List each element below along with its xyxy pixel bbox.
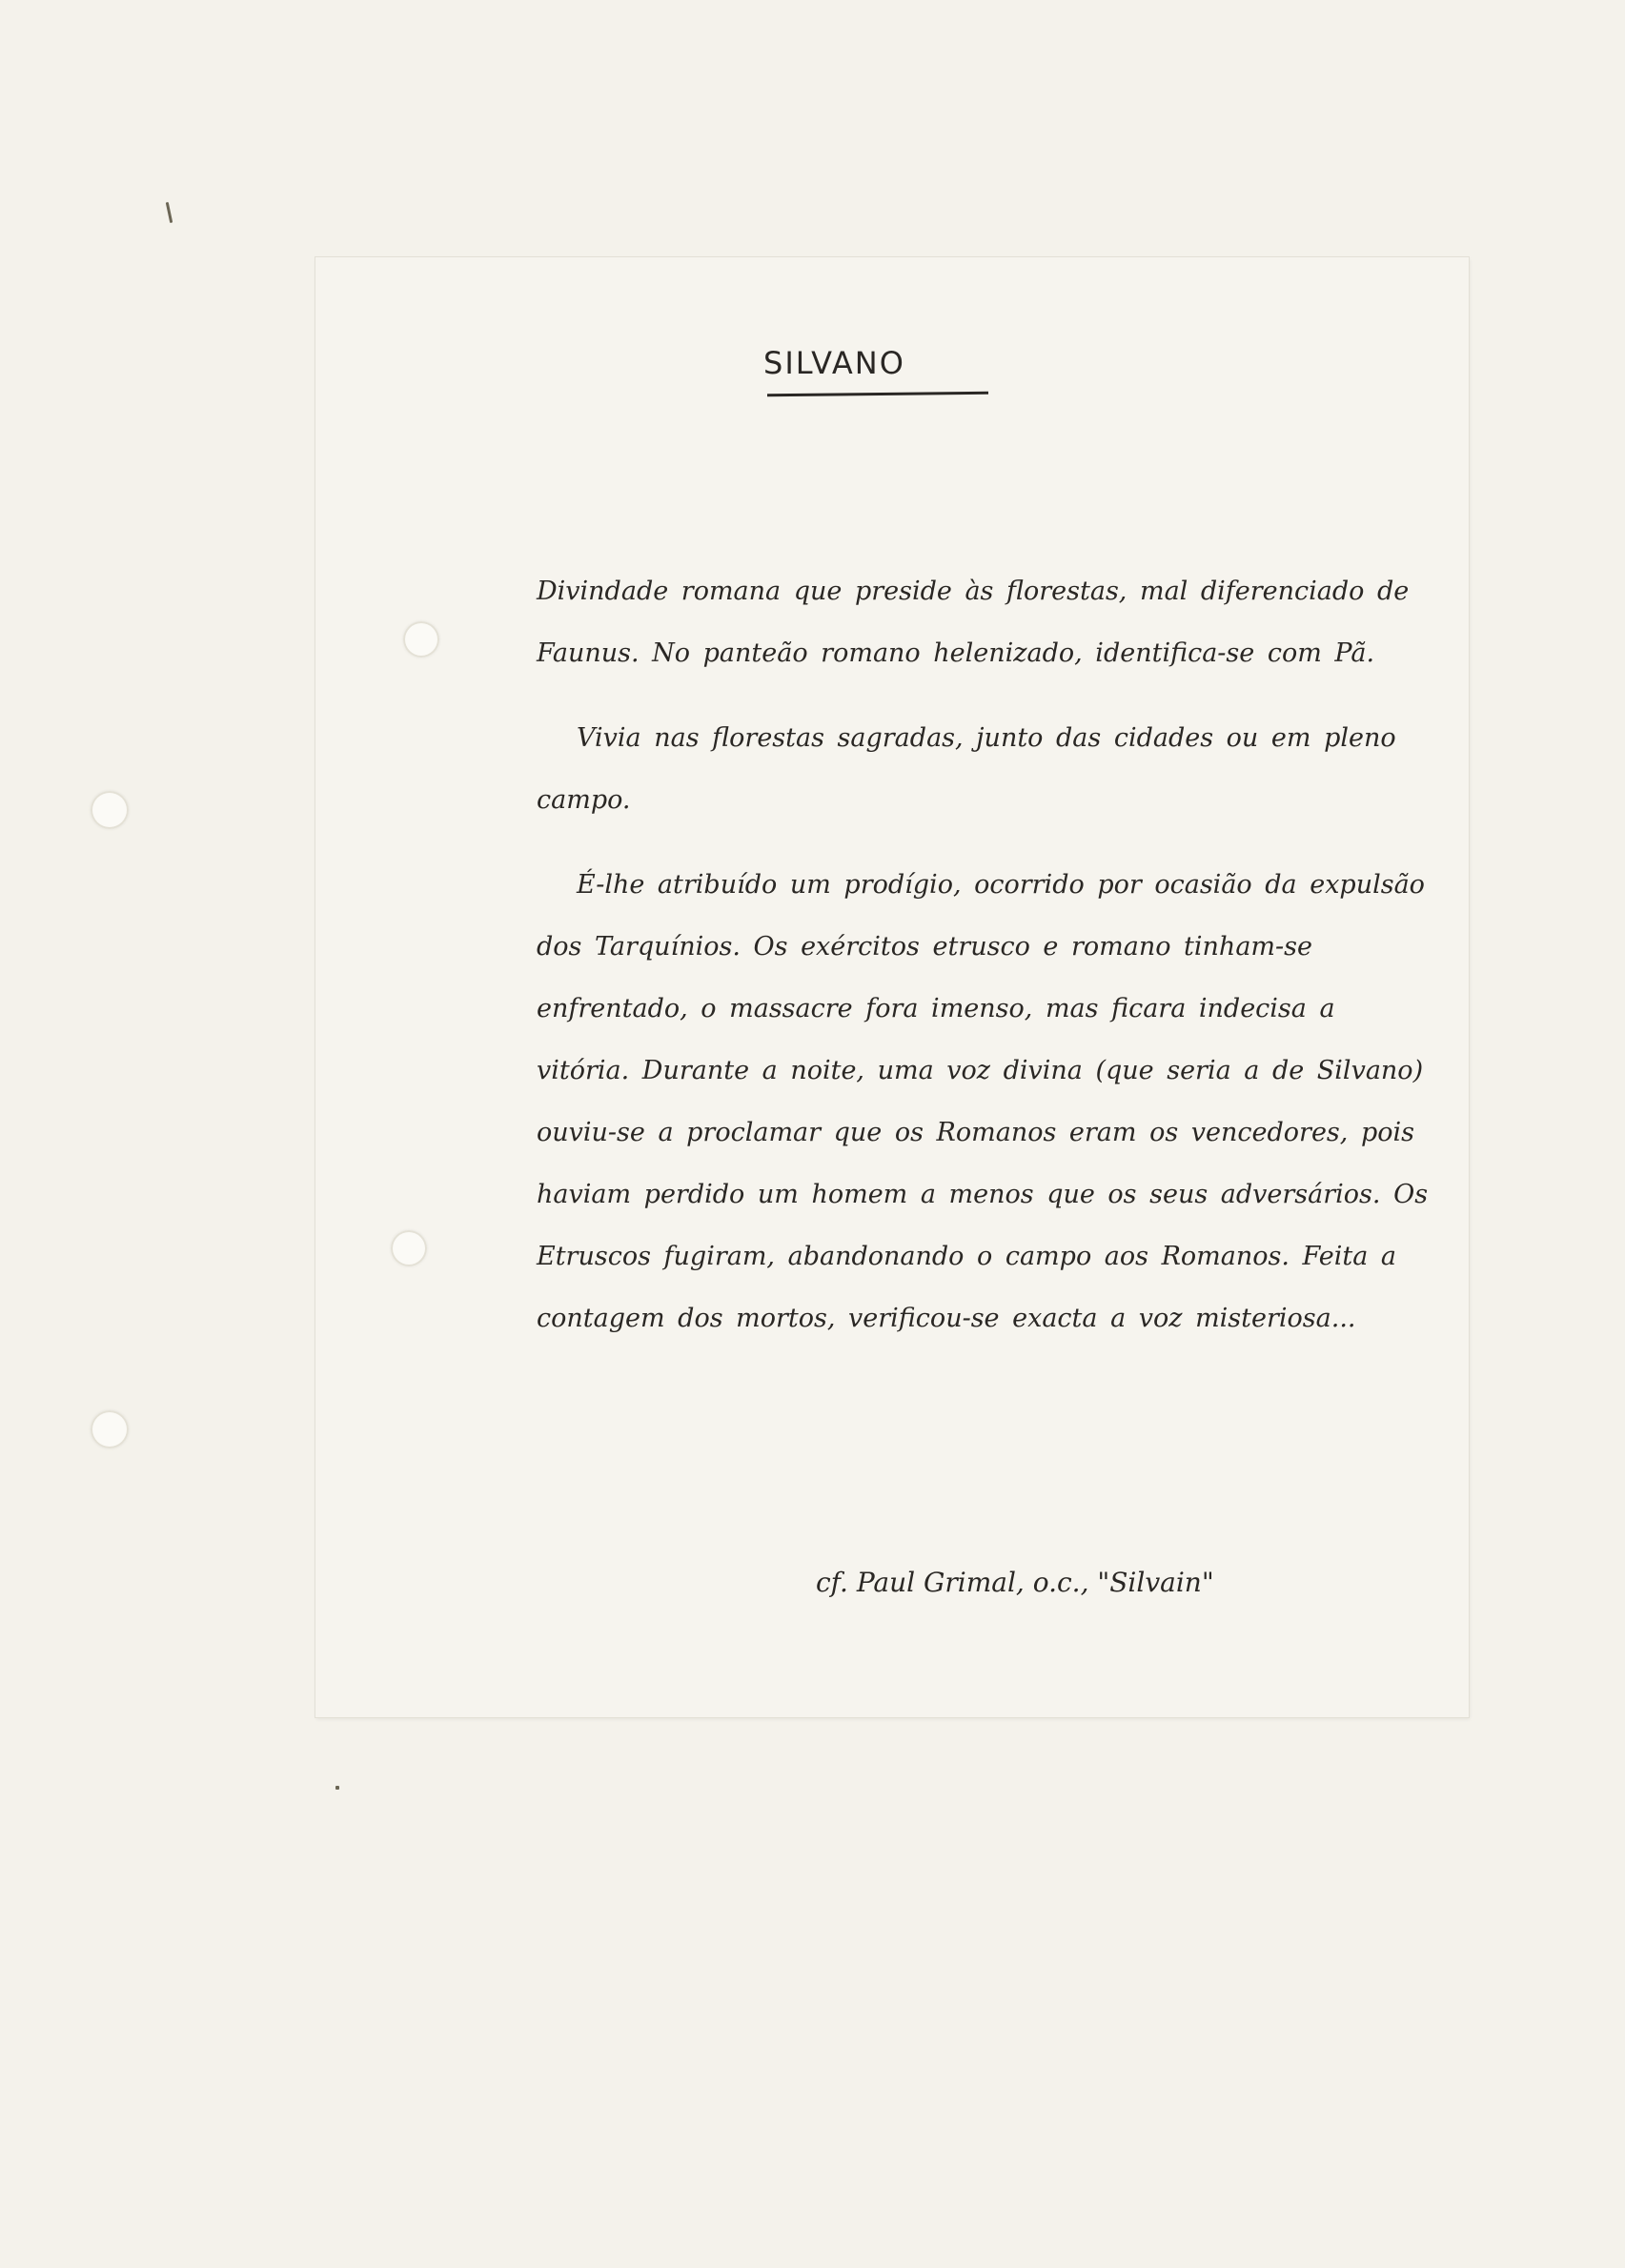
document-sheet bbox=[315, 257, 1469, 1717]
page-title: SILVANO bbox=[763, 345, 905, 381]
body-text bbox=[537, 560, 1432, 1372]
punch-hole bbox=[91, 1410, 129, 1448]
paragraph: Vivia nas florestas sagradas, junto das cidades ou em pleno campo. bbox=[537, 723, 1396, 815]
paper-mark bbox=[166, 202, 173, 223]
source-reference: cf. Paul Grimal, o.c., "Silvain" bbox=[816, 1567, 1214, 1598]
punch-hole bbox=[391, 1230, 427, 1266]
paragraph: Divindade romana que preside às florestas, mal diferenciado de Faunus. No panteão romano helenizado, identifica-se com Pã. bbox=[537, 577, 1410, 668]
paper-mark bbox=[335, 1786, 339, 1790]
punch-hole bbox=[91, 791, 129, 829]
paragraph: É-lhe atribuído um prodígio, ocorrido por ocasião da expulsão dos Tarquínios. Os exércitos etrusco e romano tinham-se enfrentado, o massacre fora imenso, mas ficara indecisa a vitória. Durante a noite, uma voz divina (que seria a de Silvano) ouviu-se a proclamar que os Romanos eram os vencedores, pois haviam perdido um homem a menos que os seus adversários. Os Etruscos fugiram, abandonando o campo aos Romanos. Feita a contagem dos mortos, verificou-se exacta a voz misteriosa... bbox=[537, 870, 1429, 1333]
title-underline bbox=[767, 392, 988, 396]
punch-hole bbox=[403, 621, 439, 658]
